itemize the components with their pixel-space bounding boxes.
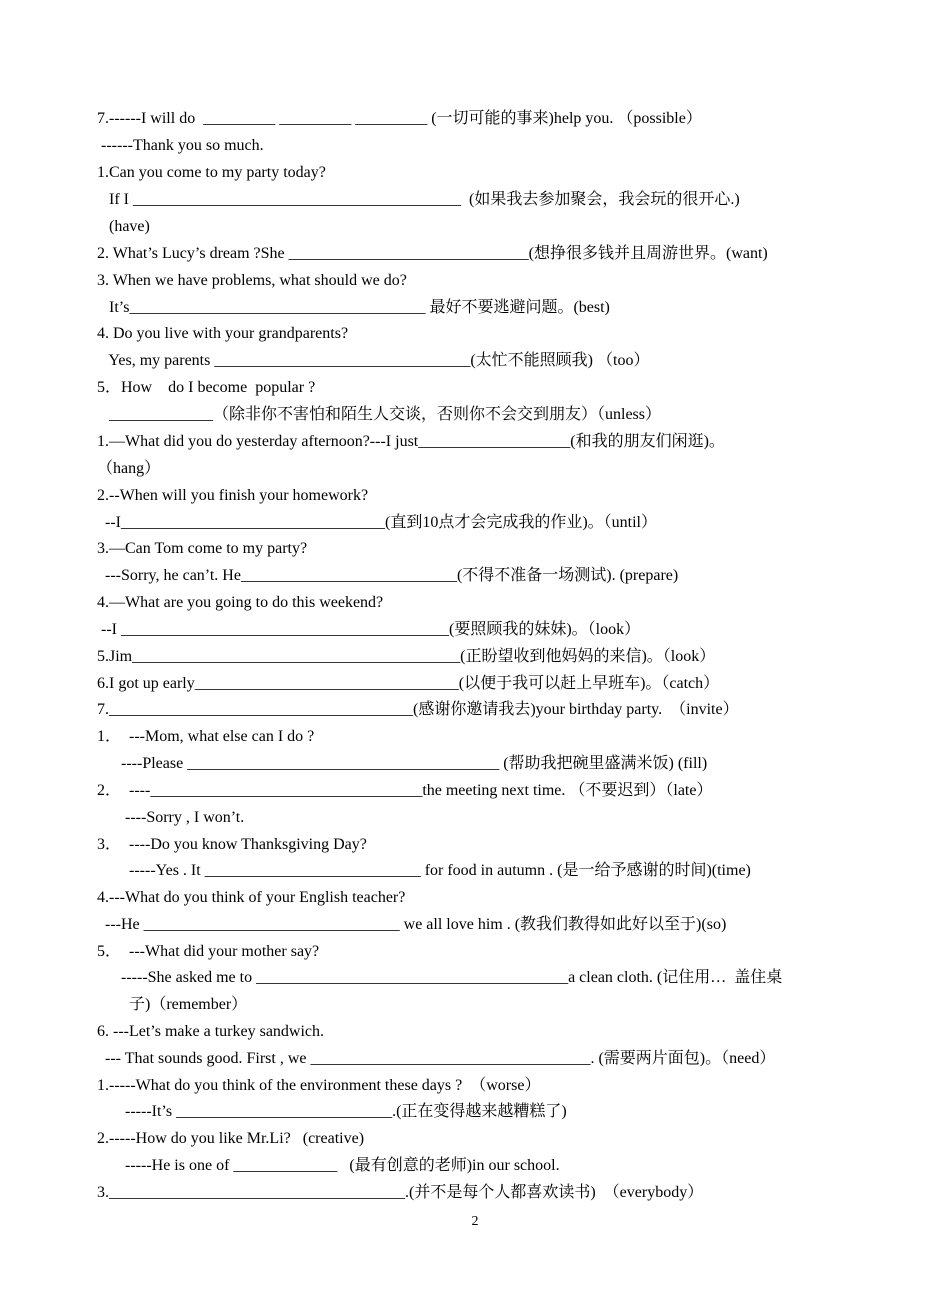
text-line: _____________（除非你不害怕和陌生人交谈，否则你不会交到朋友）（unless） [97,406,662,423]
text-line: 2. What’s Lucy’s dream ?She ______________________________(想挣很多钱并且周游世界。(want) [97,245,768,262]
text-line: -----He is one of _____________ (最有创意的老师)in our school. [97,1157,560,1174]
text-line: Yes, my parents ________________________________(太忙不能照顾我) （too） [97,352,650,369]
text-line: 2.-----How do you like Mr.Li? (creative) [97,1130,365,1147]
text-line: (have) [97,218,150,235]
page-number: 2 [471,1214,479,1229]
text-line: --I_________________________________(直到10点才会完成我的作业)。（until） [97,514,657,531]
text-line: 1.Can you come to my party today? [97,164,326,181]
text-line: 3.—Can Tom come to my party? [97,540,308,557]
text-line: 7.______________________________________(感谢你邀请我去)your birthday party. （invite） [97,701,739,718]
text-line: 3． ----Do you know Thanksgiving Day? [97,836,367,853]
text-line: 3._____________________________________.(并不是每个人都喜欢读书) （everybody） [97,1184,704,1201]
text-line: ---He ________________________________ we all love him . (教我们教得如此好以至于)(so) [97,916,727,933]
text-line: 1.-----What do you think of the environment these days ? （worse） [97,1077,541,1094]
text-line: 4.—What are you going to do this weekend? [97,594,384,611]
text-line: If I _________________________________________ (如果我去参加聚会，我会玩的很开心.) [97,191,740,208]
text-line: ---Sorry, he can’t. He___________________________(不得不准备一场测试). (prepare) [97,567,679,584]
text-line: 1.—What did you do yesterday afternoon?---I just___________________(和我的朋友们闲逛)。 [97,433,725,450]
text-line: 2． ----__________________________________the meeting next time. （不要迟到）（late） [97,782,713,799]
text-line: ------Thank you so much. [97,137,264,154]
text-line: -----She asked me to _______________________________________a clean cloth. (记住用… 盖住桌 [97,969,783,986]
text-line: 5．How do I become popular ? [97,379,316,396]
text-line: ----Sorry , I won’t. [97,809,245,826]
text-line: 1． ---Mom, what else can I do ? [97,728,315,745]
text-line: --I _________________________________________(要照顾我的妹妹)。（look） [97,621,641,638]
text-line: （hang） [97,460,161,477]
text-line: 4.---What do you think of your English teacher? [97,889,406,906]
text-line: 2.--When will you finish your homework? [97,487,369,504]
text-line: 4. Do you live with your grandparents? [97,325,349,342]
text-line: ----Please _______________________________________ (帮助我把碗里盛满米饭) (fill) [97,755,708,772]
text-line: -----Yes . It ___________________________ for food in autumn . (是一给予感谢的时间)(time) [97,862,751,879]
text-line: -----It’s ___________________________.(正在变得越来越糟糕了) [97,1103,567,1120]
text-line: --- That sounds good. First , we ___________________________________. (需要两片面包)。（need） [97,1050,776,1067]
text-line: 3. When we have problems, what should we do? [97,272,407,289]
text-line: 5.Jim_________________________________________(正盼望收到他妈妈的来信)。（look） [97,648,716,665]
text-line: 7.------I will do _________ _________ _________ (一切可能的事来)help you. （possible） [97,110,702,127]
text-line: It’s_____________________________________ 最好不要逃避问题。(best) [97,299,610,316]
text-line: 6.I got up early_________________________________(以便于我可以赶上早班车)。（catch） [97,675,720,692]
text-line: 6. ---Let’s make a turkey sandwich. [97,1023,325,1040]
text-line: 子)（remember） [97,996,248,1013]
text-line: 5． ---What did your mother say? [97,943,320,960]
